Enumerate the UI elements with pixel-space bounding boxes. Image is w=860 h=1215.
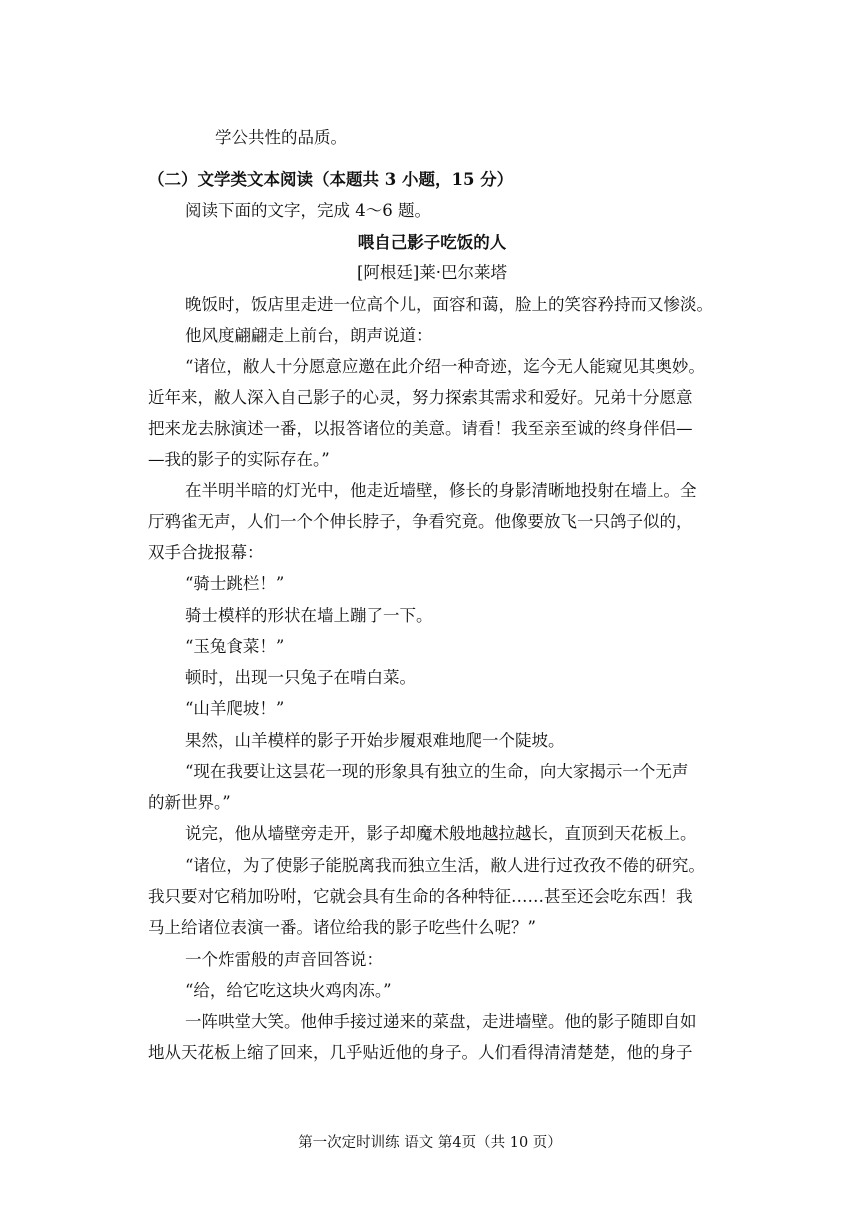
paragraph-line: “山羊爬坡！” [185,699,285,718]
paragraph-line: 的新世界。” [148,793,231,812]
paragraph-line: 一阵哄堂大笑。他伸手接过递来的菜盘，走进墙壁。他的影子随即自如 [185,1012,697,1031]
story-author: [阿根廷]莱·巴尔莱塔 [356,263,508,282]
text-line-1: 学公共性的品质。 [215,128,347,147]
paragraph-line: 说完，他从墙壁旁走开，影子却魔术般地越拉越长，直顶到天花板上。 [185,824,697,843]
paragraph-line: 晚饭时，饭店里走进一位高个儿，面容和蔼，脸上的笑容矜持而又惨淡。 [185,295,713,314]
paragraph-line: 双手合拢报幕： [148,543,264,562]
paragraph-line: “玉兔食菜！” [185,637,285,656]
paragraph-line: “骑士跳栏！” [185,574,285,593]
story-title: 喂自己影子吃饭的人 [357,233,507,252]
paragraph-line: “现在我要让这昙花一现的形象具有独立的生命，向大家揭示一个无声 [185,762,689,781]
section-heading: （二）文学类文本阅读（本题共 3 小题，15 分） [148,170,514,189]
paragraph-line: 马上给诸位表演一番。诸位给我的影子吃些什么呢？” [148,918,536,937]
paragraph-line: “给，给它吃这块火鸡肉冻。” [185,981,392,1000]
paragraph-line: 骑士模样的形状在墙上蹦了一下。 [185,606,433,625]
paragraph-line: “诸位，为了使影子能脱离我而独立生活，敝人进行过孜孜不倦的研究。 [185,856,705,875]
paragraph-line: 果然，山羊模样的影子开始步履艰难地爬一个陡坡。 [185,731,565,750]
paragraph-line: 近年来，敝人深入自己影子的心灵，努力探索其需求和爱好。兄弟十分愿意 [148,388,693,407]
paragraph-line: 他风度翩翩走上前台，朗声说道： [185,326,433,345]
paragraph-line: 厅鸦雀无声，人们一个个伸长脖子，争看究竟。他像要放飞一只鸽子似的， [148,512,693,531]
instruction-line: 阅读下面的文字，完成 4～6 题。 [185,201,431,220]
paragraph-line: 地从天花板上缩了回来，几乎贴近他的身子。人们看得清清楚楚，他的身子 [148,1043,693,1062]
paragraph-line: 在半明半暗的灯光中，他走近墙壁，修长的身影清晰地投射在墙上。全 [185,481,697,500]
paragraph-line: 顿时，出现一只兔子在啃白菜。 [185,668,416,687]
paragraph-line: 我只要对它稍加吩咐，它就会具有生命的各种特征……甚至还会吃东西！我 [148,887,693,906]
paragraph-line: 把来龙去脉演述一番，以报答诸位的美意。请看！我至亲至诚的终身伴侣— [148,419,693,438]
paragraph-line: 一个炸雷般的声音回答说： [185,950,383,969]
paragraph-line: “诸位，敝人十分愿意应邀在此介绍一种奇迹，迄今无人能窥见其奥妙。 [185,357,705,376]
page-footer: 第一次定时训练 语文 第4页（共 10 页） [298,1135,562,1151]
paragraph-line: —我的影子的实际存在。” [148,450,330,469]
